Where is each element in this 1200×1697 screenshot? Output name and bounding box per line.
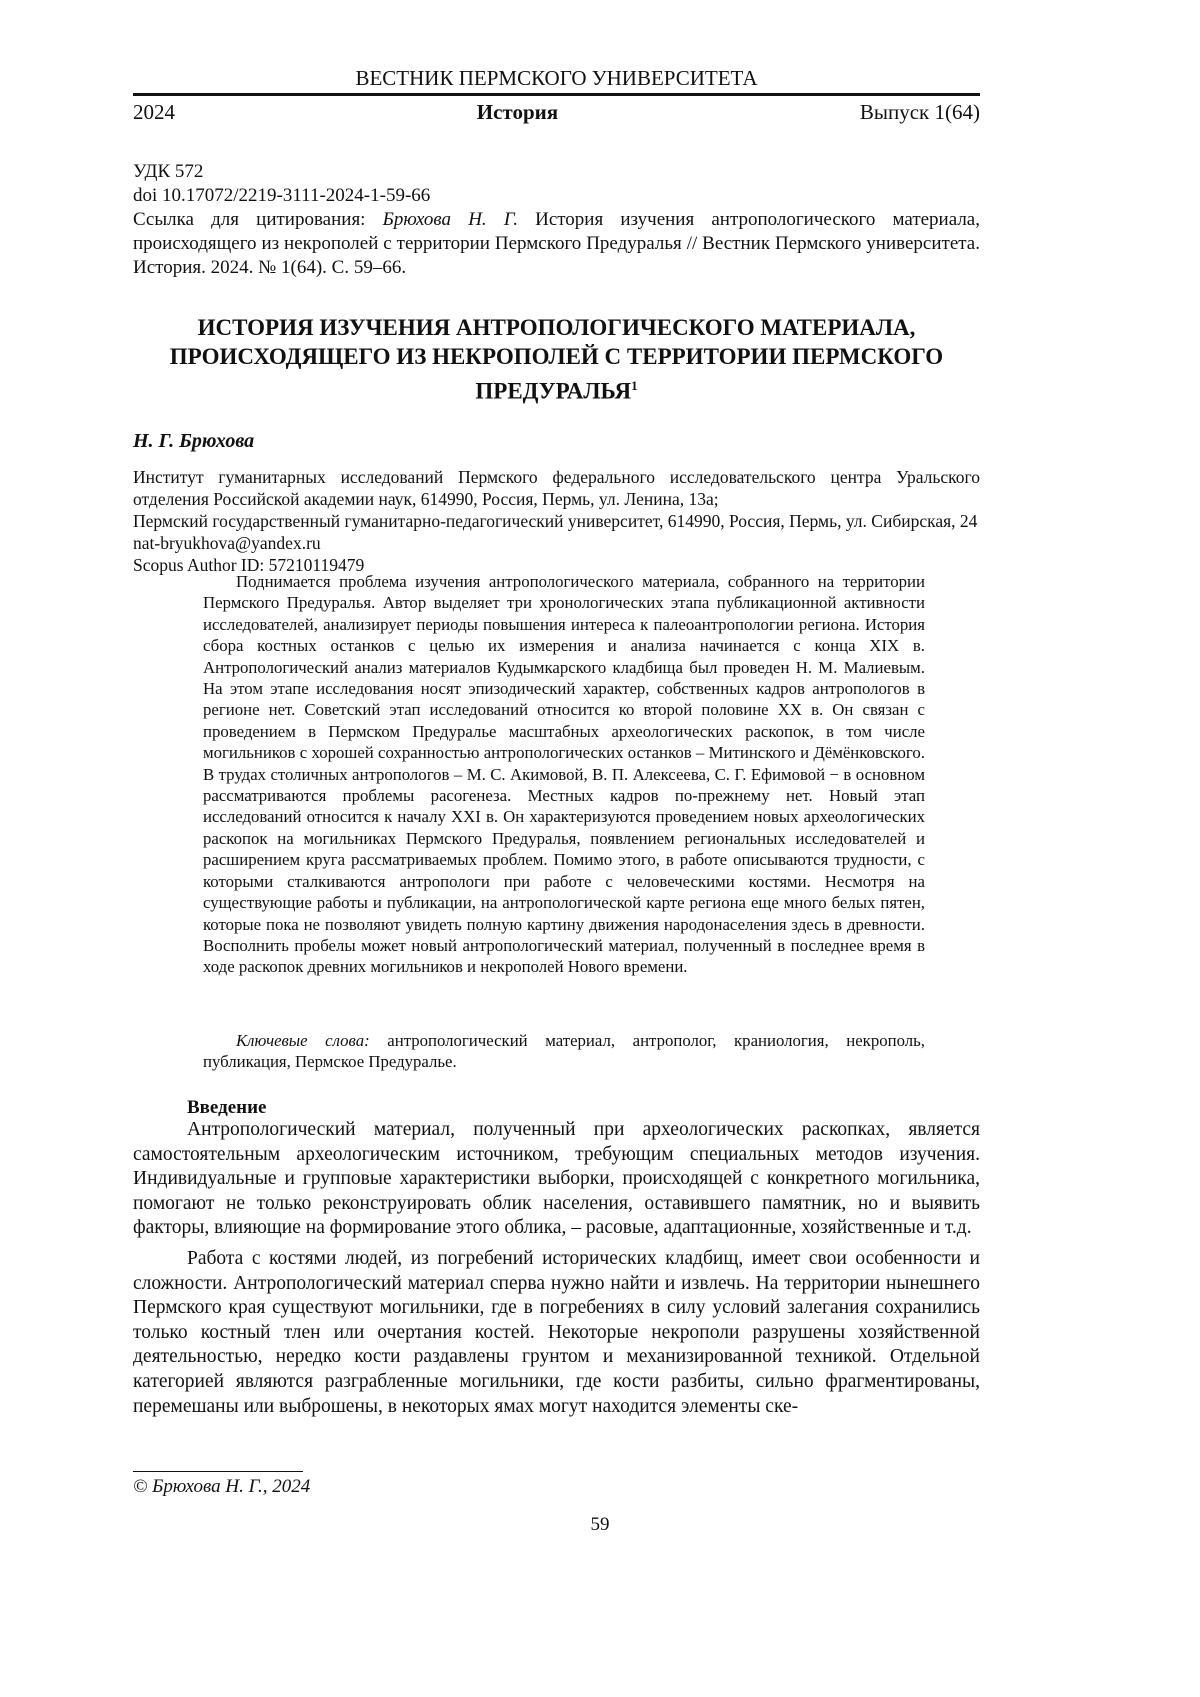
header-section: История: [476, 100, 559, 124]
paragraph-1: Антропологический материал, полученный при археологических раскопках, является самостоятельным археологическим источником, требующим специальных методов изучения. Индивидуальные и групповые характеристики выборки, происходящей с конкретного могильника, помогают не только реконструировать облик населения, оставившего памятник, но и выявить факторы, влияющие на формирование этого облика, – расовые, адаптационные, хозяйственные и т.д.: [133, 1119, 980, 1239]
body-text: [133, 1118, 980, 1425]
section-heading-introduction: Введение: [187, 1097, 267, 1118]
keywords-text: антропологический материал, антрополог, краниология, некрополь, публикация, Пермское Предуралье.: [203, 1031, 925, 1072]
scopus-id: Scopus Author ID: 57210119479: [133, 555, 365, 575]
citation-text: История изучения антропологического материала, происходящего из некрополей с территории Пермского Предуралья // Вестник Пермского университета. История. 2024. № 1(64). С. 59–66.: [133, 209, 980, 278]
page-number: 59: [590, 1514, 610, 1535]
author-email[interactable]: nat-bryukhova@yandex.ru: [133, 533, 321, 553]
header-year: 2024: [133, 100, 175, 124]
keywords-label: Ключевые слова:: [236, 1031, 370, 1050]
journal-name: ВЕСТНИК ПЕРМСКОГО УНИВЕРСИТЕТА: [355, 66, 758, 90]
title-text: ИСТОРИЯ ИЗУЧЕНИЯ АНТРОПОЛОГИЧЕСКОГО МАТЕРИАЛА, ПРОИСХОДЯЩЕГО ИЗ НЕКРОПОЛЕЙ С ТЕРРИТОРИИ ПЕРМСКОГО ПРЕДУРАЛЬЯ: [169, 315, 944, 404]
article-title: [133, 313, 980, 406]
citation: [133, 208, 980, 280]
header-issue: Выпуск 1(64): [859, 100, 980, 124]
keywords: [203, 1030, 925, 1073]
footnote-rule: [133, 1471, 303, 1472]
abstract: Поднимается проблема изучения антропологического материала, собранного на территории Пермского Предуралья. Автор выделяет три хронологических этапа публикационной активности исследователей, анализирует периоды повышения интереса к палеоантропологии региона. История сбора костных останков с целью их измерения и анализа начинается с конца XIX в. Антропологический анализ материалов Кудымкарского кладбища был проведен Н. М. Малиевым. На этом этапе исследования носят эпизодический характер, собственных кадров антропологов в регионе нет. Советский этап исследований относится ко второй половине XX в. Он связан с проведением в Пермском Предуралье масштабных археологических раскопок, в том числе могильников с хорошей сохранностью антропологических останков – Митинского и Дёмёнковского. В трудах столичных антропологов – М. С. Акимовой, В. П. Алексеева, С. Г. Ефимовой − в основном рассматриваются проблемы расогенеза. Местных кадров по-прежнему нет. Новый этап исследований относится к началу XXI в. Он характеризуются проведением новых археологических раскопок на могильниках Пермского Предуралья, появлением региональных исследователей и расширением круга рассматриваемых проблем. Помимо этого, в работе описываются трудности, с которыми сталкиваются антропологи при работе с человеческими костями. Несмотря на существующие работы и публикации, на антропологической карте региона еще много белых пятен, которые пока не позволяют увидеть полную картину движения народонаселения здесь в древности. Восполнить пробелы может новый антропологический материал, полученный в последнее время в ходе раскопок древних могильников и некрополей Нового времени.: [203, 572, 925, 977]
header-rule: [133, 93, 980, 96]
affiliation-1: Институт гуманитарных исследований Пермского федерального исследовательского центра Уральского отделения Российской академии наук, 614990, Россия, Пермь, ул. Ленина, 13а;: [133, 467, 980, 509]
udc: УДК 572: [133, 161, 204, 182]
affiliation-2: Пермский государственный гуманитарно-педагогический университет, 614990, Россия, Пермь, ул. Сибирская, 24: [133, 511, 978, 531]
paragraph-2: Работа с костями людей, из погребений исторических кладбищ, имеет свои особенности и сложности. Антропологический материал сперва нужно найти и извлечь. На территории нынешнего Пермского края существуют могильники, где в погребениях в силу условий залегания сохранились только костный тлен или очертания костей. Некоторые некрополи разрушены хозяйственной деятельностью, нередко кости раздавлены грунтом и механизированной техникой. Отдельной категорией являются разграбленные могильники, где кости разбиты, сильно фрагментированы, перемешаны или выброшены, в некоторых ямах могут находится элементы ске-: [133, 1247, 980, 1417]
copyright: © Брюхова Н. Г., 2024: [133, 1476, 311, 1497]
citation-label: Ссылка для цитирования:: [133, 209, 383, 230]
citation-author: Брюхова Н. Г.: [382, 209, 518, 230]
author-name: Н. Г. Брюхова: [133, 430, 255, 452]
running-header: [133, 100, 980, 125]
title-footnote-mark[interactable]: 1: [631, 378, 638, 393]
doi: doi 10.17072/2219-3111-2024-1-59-66: [133, 185, 431, 206]
affiliations: [133, 466, 980, 576]
article-meta: [133, 160, 980, 280]
